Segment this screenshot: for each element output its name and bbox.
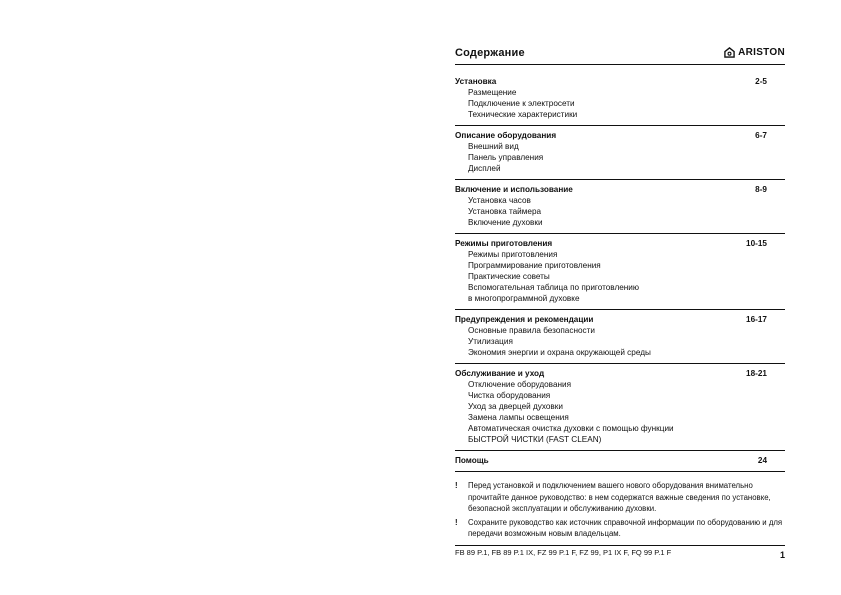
toc-item: Экономия энергии и охрана окружающей среды [468, 348, 651, 357]
page-title: Содержание [455, 47, 525, 59]
toc-section-pages: 6-7 [755, 131, 767, 140]
toc-section [455, 126, 785, 180]
header-rule [455, 64, 785, 65]
toc-item: Автоматическая очистка духовки с помощью функции [468, 424, 674, 433]
toc-section-title: Помощь [455, 456, 489, 465]
footer-rule [455, 545, 785, 546]
toc-item: Утилизация [468, 337, 513, 346]
toc-item: Включение духовки [468, 218, 543, 227]
toc-section-title: Установка [455, 77, 497, 86]
toc-section [455, 234, 785, 310]
toc-section-pages: 16-17 [746, 315, 767, 324]
toc-section-pages: 18-21 [746, 369, 767, 378]
toc-item: в многопрограммной духовке [468, 294, 580, 303]
toc-item: БЫСТРОЙ ЧИСТКИ (FAST CLEAN) [468, 435, 602, 444]
toc-section [455, 364, 785, 451]
toc-section [455, 310, 785, 364]
toc-section [455, 451, 785, 472]
toc-item: Панель управления [468, 153, 544, 162]
toc-item: Дисплей [468, 164, 501, 173]
toc-item: Размещение [468, 88, 517, 97]
toc-section-title: Описание оборудования [455, 131, 557, 140]
page-number: 1 [779, 550, 785, 560]
brand-logo [724, 47, 785, 58]
toc-item: Практические советы [468, 272, 550, 281]
toc-section [455, 180, 785, 234]
toc-item: Внешний вид [468, 142, 519, 151]
toc-section-title: Обслуживание и уход [455, 369, 545, 378]
document-page [455, 0, 785, 595]
warning-mark-icon: ! [455, 481, 458, 490]
table-of-contents [455, 74, 785, 472]
toc-section-header [455, 314, 785, 325]
notes [455, 480, 785, 542]
toc-item: Программирование приготовления [468, 261, 601, 270]
toc-section-pages: 8-9 [755, 185, 767, 194]
toc-item: Режимы приготовления [468, 250, 558, 259]
toc-section-header [455, 455, 785, 466]
toc-section-header [455, 76, 785, 87]
toc-item: Основные правила безопасности [468, 326, 595, 335]
house-logo-icon [724, 47, 735, 58]
toc-item: Технические характеристики [468, 110, 578, 119]
brand-name: ARISTON [738, 47, 785, 58]
toc-section-title: Режимы приготовления [455, 239, 553, 248]
toc-section-title: Предупреждения и рекомендации [455, 315, 594, 324]
toc-item: Уход за дверцей духовки [468, 402, 563, 411]
toc-section-pages: 2-5 [755, 77, 767, 86]
toc-item: Установка таймера [468, 207, 542, 216]
toc-item: Вспомогательная таблица по приготовлению [468, 283, 640, 292]
model-list: FB 89 P.1, FB 89 P.1 IX, FZ 99 P.1 F, FZ 99, P1 IX F, FQ 99 P.1 F [455, 548, 672, 557]
toc-item: Отключение оборудования [468, 380, 572, 389]
toc-section-title: Включение и использование [455, 185, 573, 194]
toc-item: Установка часов [468, 196, 531, 205]
toc-item: Подключение к электросети [468, 99, 575, 108]
note-text: Перед установкой и подключением вашего нового оборудования внимательно прочитайте данное руководство: в нем содержатся важные сведения по установке, безопасной эксплуатации и обслуживанию духовки. [468, 481, 771, 513]
toc-section-header [455, 368, 785, 379]
toc-section-pages: 24 [757, 456, 767, 465]
note [455, 480, 785, 515]
toc-item: Чистка оборудования [468, 391, 551, 400]
toc-section-header [455, 184, 785, 195]
note [455, 517, 785, 540]
warning-mark-icon: ! [455, 517, 458, 527]
toc-item: Замена лампы освещения [468, 413, 569, 422]
toc-section-pages: 10-15 [746, 239, 767, 248]
toc-section-header [455, 130, 785, 141]
note-text: Сохраните руководство как источник справочной информации по оборудованию и для передачи возможным новым владельцам. [468, 517, 783, 538]
toc-section [455, 74, 785, 126]
toc-section-header [455, 238, 785, 249]
